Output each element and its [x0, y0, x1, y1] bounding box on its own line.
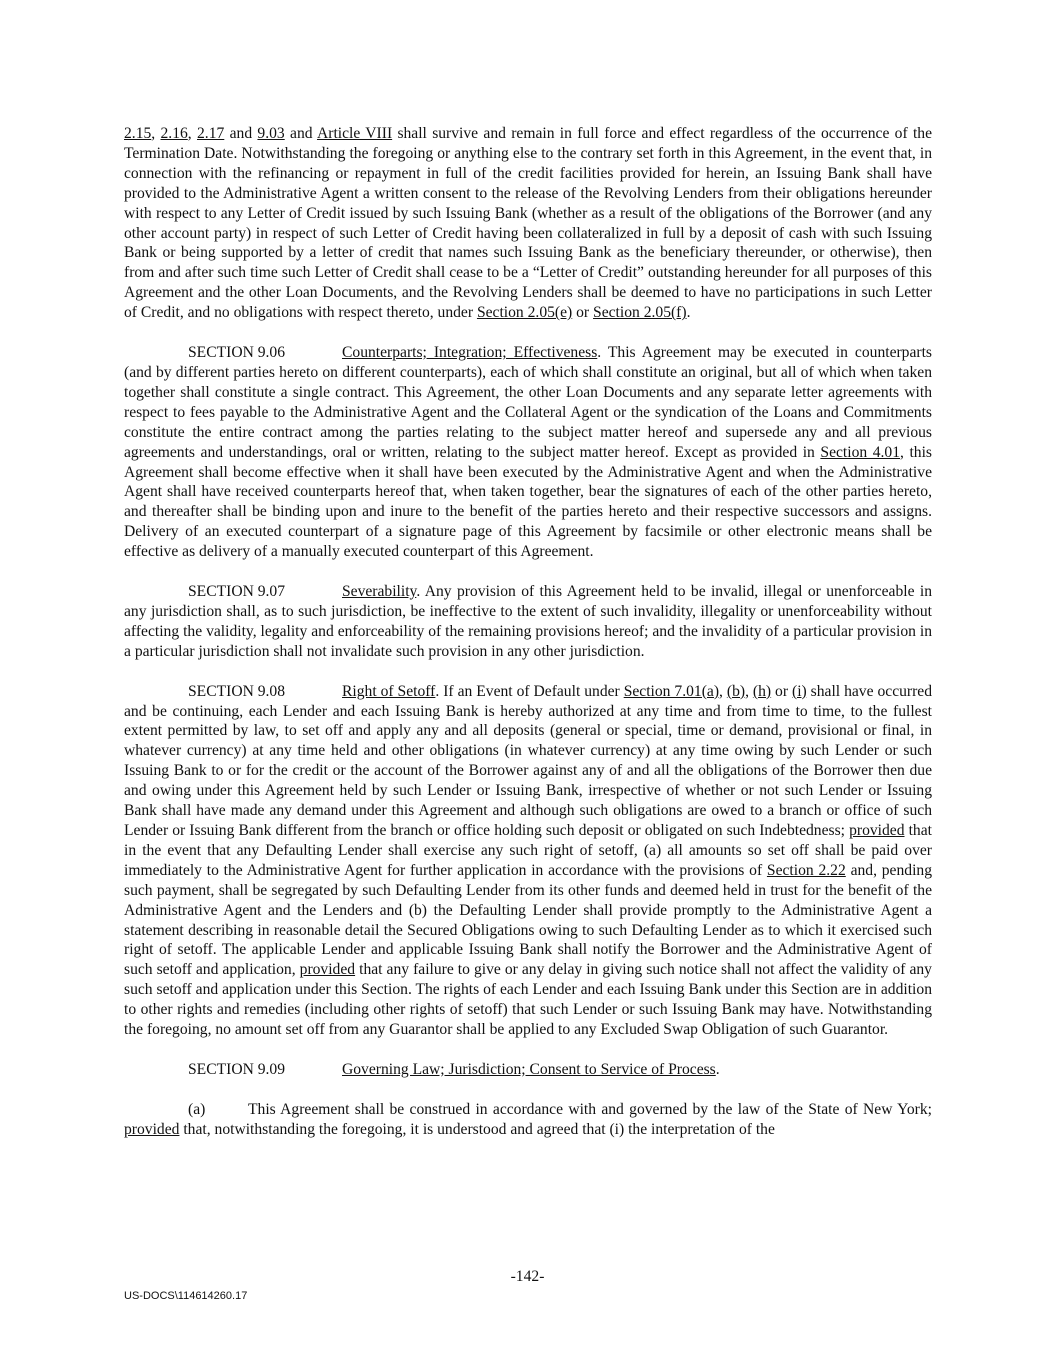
text: , [187, 125, 197, 142]
cross-reference: (h) [752, 682, 772, 700]
text: This Agreement shall be construed in accordance with and governed by the law of the State of New York; [248, 1100, 932, 1118]
text: and, pending such payment, shall be segregated by such Defaulting Lender from its other funds and deemed held in trust for the benefit of the Administrative Agent and the Lenders and (b) the Defaulting Lender shall provide promptly to the Administrative Agent a statement describing in reasonable detail the Secured Obligations owing to such Defaulting Lender as to which it exercised such right of setoff. The applicable Lender and applicable Issuing Bank shall notify the Borrower and the Administrative Agent of such setoff and application, [124, 861, 933, 979]
section-9-09 [124, 1060, 932, 1080]
document-id: US-DOCS\114614260.17 [124, 1290, 248, 1302]
cross-reference: Section 7.01(a) [623, 682, 720, 700]
cross-reference: (i) [792, 682, 807, 700]
cross-reference: Article VIII [316, 125, 393, 142]
section-number: SECTION 9.07 [188, 583, 286, 601]
text: , [745, 682, 753, 700]
text: and [284, 125, 317, 142]
document-page [124, 124, 932, 1160]
section-title: Severability [342, 583, 417, 601]
section-9-08 [124, 682, 932, 1040]
section-9-07 [124, 582, 932, 662]
cross-reference: (b) [726, 682, 746, 700]
cross-reference: 2.15 [124, 125, 152, 142]
emphasis-provided: provided [299, 961, 356, 979]
subsection-number: (a) [188, 1100, 206, 1118]
text: or [771, 682, 793, 700]
text: and [224, 125, 258, 142]
section-number: SECTION 9.09 [188, 1060, 286, 1078]
cross-reference: 2.16 [160, 125, 188, 142]
text: . [686, 304, 691, 322]
text: shall survive and remain in full force and effect regardless of the occurrence of the Termination Date. Notwithstanding the foregoing or anything else to the contrary set forth in this Agreement, in the event that, in connection with the refinancing or repayment in full of the credit facilities provided for herein, an Issuing Bank shall have provided to the Administrative Agent a written consent to the release of the Revolving Lenders from their obligations hereunder with respect to any Letter of Credit issued by such Issuing Bank (whether as a result of the obligations of the Borrower (and any other account party) in respect of such Letter of Credit having been collateralized in full by a deposit of cash with such Issuing Bank or being supported by a letter of credit that names such Issuing Bank as the beneficiary thereunder, or otherwise), then from and after such time such Letter of Credit shall cease to be a “Letter of Credit” outstanding hereunder for all purposes of this Agreement and the other Loan Documents, and the Revolving Lenders shall be deemed to have no participations in such Letter of Credit, and no obligations with respect thereto, under [124, 125, 933, 322]
cross-reference: Section 2.05(e) [476, 304, 573, 322]
emphasis-provided: provided [124, 1120, 180, 1138]
cross-reference: 9.03 [257, 125, 285, 142]
text: , [151, 125, 161, 142]
page-number: -142- [510, 1268, 545, 1285]
emphasis-provided: provided [849, 822, 905, 839]
text: that any failure to give or any delay in giving such notice shall not affect the validity of any such setoff and application under this Section. The rights of each Lender and each Issuing Bank under this Section are in addition to other rights and remedies (including other rights of setoff) that such Lender or such Issuing Bank may have. Notwithstanding the foregoing, no amount set off from any Guarantor shall be applied to any Excluded Swap Obligation of such Guarantor. [124, 961, 932, 1039]
text: , this Agreement shall become effective when it shall have been executed by the Administrative Agent and when the Administrative Agent shall have received counterparts hereof that, when taken together, bear the signatures of each of the other parties hereto, and thereafter shall be binding upon and inure to the benefit of the parties hereto and their respective successors and assigns. Delivery of an executed counterpart of a signature page of this Agreement by facsimile or other electronic means shall be effective as delivery of a manually executed counterpart of this Agreement. [124, 443, 932, 561]
paragraph-continuation [124, 124, 932, 323]
section-title: Governing Law; Jurisdiction; Consent to Service of Process [342, 1060, 716, 1078]
text: that, notwithstanding the foregoing, it is understood and agreed that (i) the interpretation of the [179, 1120, 775, 1138]
text: . This Agreement may be executed in counterparts (and by different parties hereto on different counterparts), each of which shall constitute an original, but all of which when taken together shall constitute a single contract. This Agreement, the other Loan Documents and any separate letter agreements with respect to fees payable to the Administrative Agent and the Collateral Agent or the syndication of the Loans and Commitments constitute the entire contract among the parties relating to the subject matter hereof and supersede any and all previous agreements and understandings, oral or written, relating to the subject matter hereof. Except as provided in [124, 344, 932, 461]
text: . [715, 1060, 720, 1078]
section-9-06 [124, 343, 932, 562]
cross-reference: Section 4.01 [820, 443, 901, 461]
text: . If an Event of Default under [435, 682, 624, 700]
section-number: SECTION 9.08 [188, 682, 286, 700]
cross-reference: 2.17 [197, 125, 225, 142]
text: shall have occurred and be continuing, each Lender and each Issuing Bank is hereby authorized at any time and from time to time, to the fullest extent permitted by law, to set off and apply any and all deposits (general or special, time or demand, provisional or final, in whatever currency) at any time held and other obligations (in whatever currency) at any time owing by such Lender or such Issuing Bank to or for the credit or the account of the Borrower against any of and all the obligations of the Borrower then due and owing under this Agreement held by such Lender or Issuing Bank, irrespective of whether or not such Lender or Issuing Bank shall have made any demand under this Agreement and although such obligations are owed to a branch or office of such Lender or Issuing Bank different from the branch or office holding such deposit or obligated on such Indebtedness; [124, 682, 933, 839]
text: that in the event that any Defaulting Lender shall exercise any such right of setoff, (a) all amounts so set off shall be paid over immediately to the Administrative Agent for further application in accordance with the provisions of [124, 822, 932, 879]
section-number: SECTION 9.06 [188, 344, 286, 362]
text: or [572, 304, 594, 322]
section-title: Right of Setoff [342, 682, 436, 700]
text: . Any provision of this Agreement held to be invalid, illegal or unenforceable in any jurisdiction shall, as to such jurisdiction, be ineffective to the extent of such invalidity, illegality or unenforceability without affecting the validity, legality and enforceability of the remaining provisions hereof; and the invalidity of a particular provision in a particular jurisdiction shall not invalidate such provision in any other jurisdiction. [124, 583, 932, 660]
section-title: Counterparts; Integration; Effectiveness [342, 344, 598, 362]
text: , [719, 682, 727, 700]
cross-reference: Section 2.05(f) [593, 304, 687, 322]
subsection-a [124, 1100, 932, 1140]
cross-reference: Section 2.22 [766, 861, 846, 879]
